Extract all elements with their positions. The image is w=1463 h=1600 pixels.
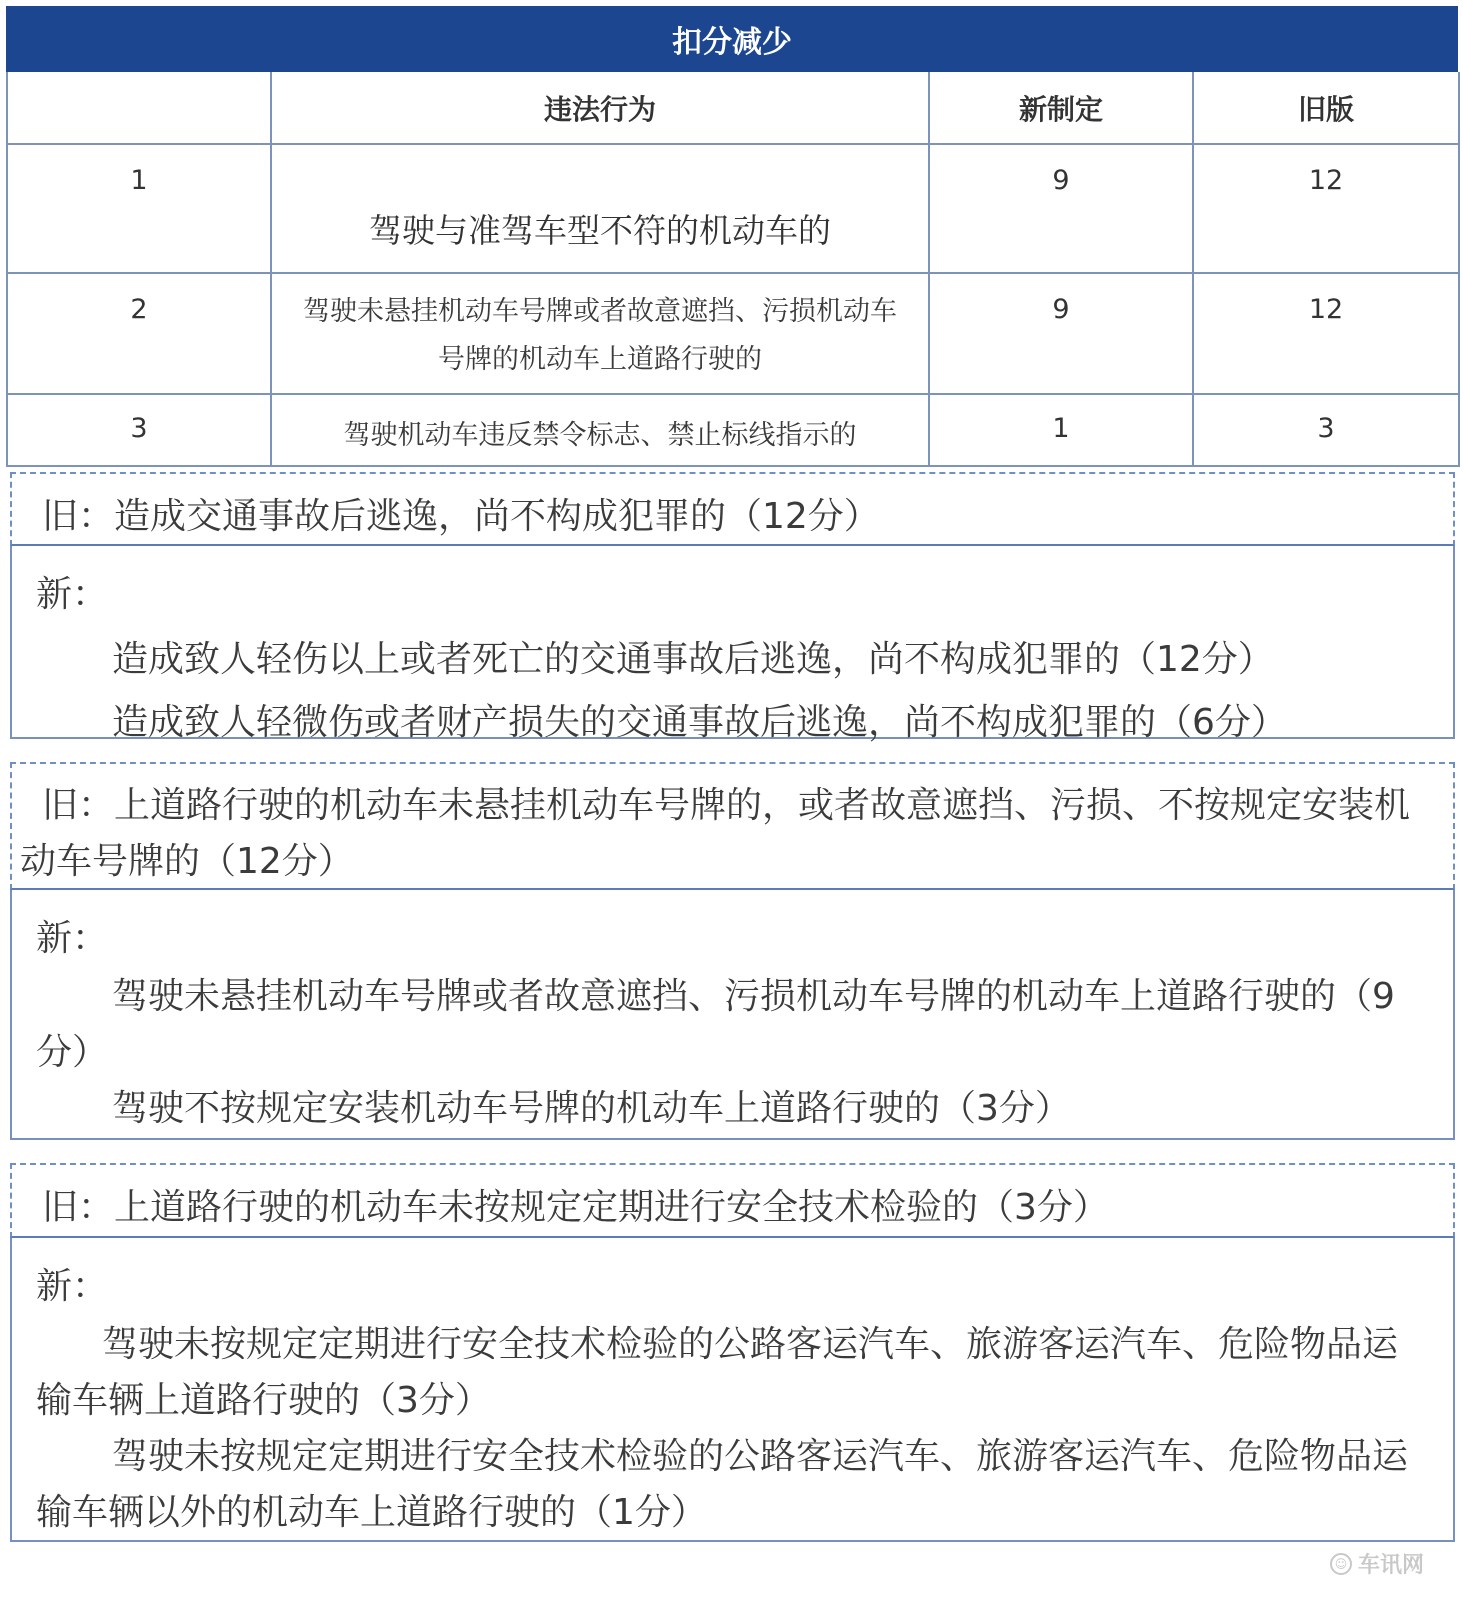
new-rule-1-line-2: 造成致人轻微伤或者财产损失的交通事故后逃逸，尚不构成犯罪的（6分） (112, 702, 1287, 743)
row-1-old: 12 (1194, 145, 1460, 274)
smile-icon: ☺ (1330, 1553, 1352, 1575)
comparison-3 (10, 1163, 1455, 1542)
new-rule-3-line-1: 驾驶未按规定定期进行安全技术检验的公路客运汽车、旅游客运汽车、危险物品运输车辆上道路行驶的（3分） (36, 1324, 1399, 1421)
new-rule-2-line-1: 驾驶未悬挂机动车号牌或者故意遮挡、污损机动车号牌的机动车上道路行驶的（9分） (36, 976, 1395, 1073)
new-rule-3 (10, 1238, 1455, 1542)
header-index (8, 72, 272, 145)
row-3-old: 3 (1194, 395, 1460, 467)
old-rule-2 (10, 762, 1455, 890)
watermark-text: 车讯网 (1358, 1553, 1425, 1578)
row-3-new: 1 (930, 395, 1194, 467)
old-rule-3-text: 旧：上道路行驶的机动车未按规定定期进行安全技术检验的（3分） (42, 1187, 1109, 1228)
row-3-action: 驾驶机动车违反禁令标志、禁止标线指示的 (272, 395, 930, 467)
row-1-no: 1 (8, 145, 272, 274)
new-rule-3-line-2: 驾驶未按规定定期进行安全技术检验的公路客运汽车、旅游客运汽车、危险物品运输车辆以外的机动车上道路行驶的（1分） (36, 1436, 1409, 1533)
new-rule-3-label: 新： (36, 1266, 109, 1307)
old-rule-3 (10, 1163, 1455, 1238)
new-rule-2 (10, 890, 1455, 1140)
new-rule-1-label: 新： (36, 574, 109, 615)
points-reduction-table (6, 6, 1458, 467)
old-rule-1-text: 旧：造成交通事故后逃逸，尚不构成犯罪的（12分） (42, 496, 880, 537)
watermark-logo (1330, 1548, 1424, 1579)
new-rule-2-label: 新： (36, 918, 109, 959)
old-rule-2-text: 旧：上道路行驶的机动车未悬挂机动车号牌的，或者故意遮挡、污损、不按规定安装机动车号牌的（12分） (20, 785, 1411, 882)
old-rule-1 (10, 472, 1455, 546)
header-old: 旧版 (1194, 72, 1460, 145)
row-3-no: 3 (8, 395, 272, 467)
comparison-1 (10, 472, 1455, 743)
row-2-action: 驾驶未悬挂机动车号牌或者故意遮挡、污损机动车号牌的机动车上道路行驶的 (272, 274, 930, 395)
row-2-new: 9 (930, 274, 1194, 395)
new-rule-2-line-2: 驾驶不按规定安装机动车号牌的机动车上道路行驶的（3分） (112, 1088, 1071, 1129)
row-2-old: 12 (1194, 274, 1460, 395)
header-violation: 违法行为 (272, 72, 930, 145)
comparison-2 (10, 762, 1455, 1140)
row-2-no: 2 (8, 274, 272, 395)
new-rule-1 (10, 546, 1455, 743)
table-grid (6, 72, 1458, 467)
header-new: 新制定 (930, 72, 1194, 145)
table-title: 扣分减少 (6, 6, 1458, 72)
row-1-new: 9 (930, 145, 1194, 274)
new-rule-1-line-1: 造成致人轻伤以上或者死亡的交通事故后逃逸，尚不构成犯罪的（12分） (112, 639, 1274, 680)
row-1-action: 驾驶与准驾车型不符的机动车的 (272, 145, 930, 274)
